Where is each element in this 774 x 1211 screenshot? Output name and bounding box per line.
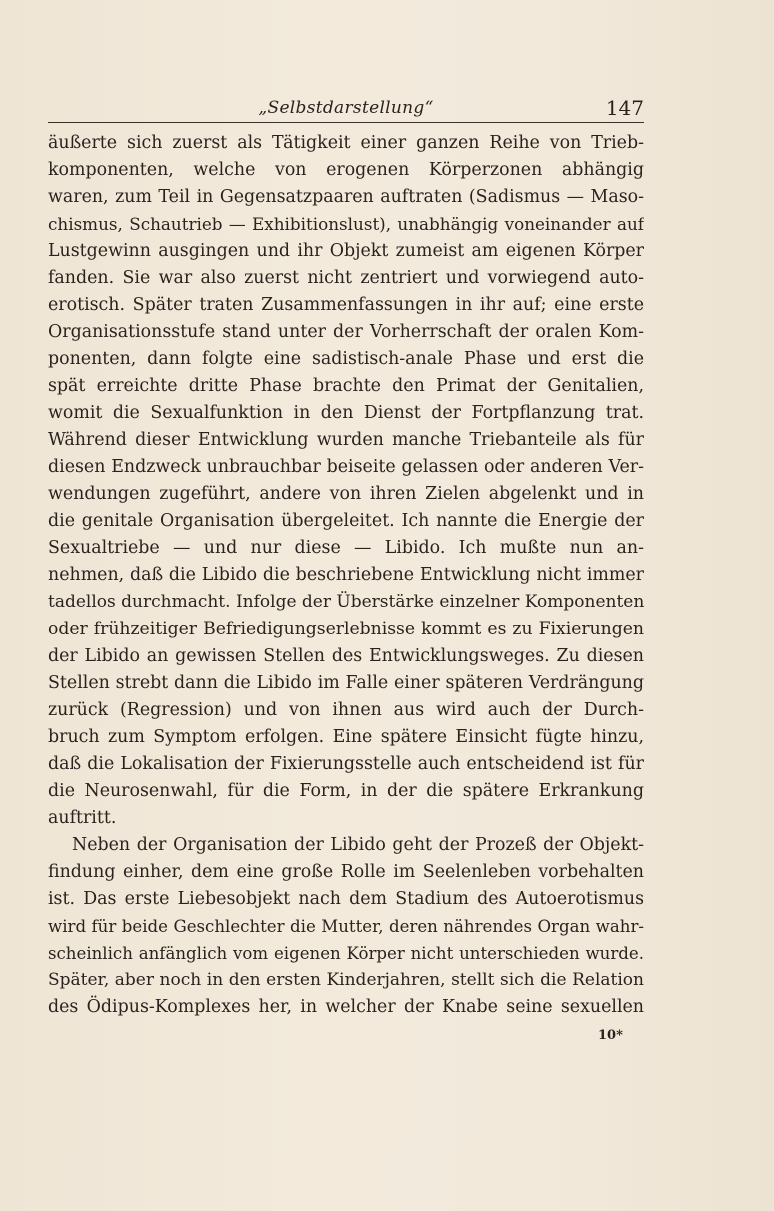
text-line: erotisch. Später traten Zusammenfassungen in ihr auf; eine erste <box>48 295 644 315</box>
text-line: womit die Sexualfunktion in den Dienst der Fortpflanzung trat. <box>48 403 644 423</box>
text-line: des Ödipus-Komplexes her, in welcher der Knabe seine sexuellen <box>48 997 644 1017</box>
text-line: daß die Lokalisation der Fixierungsstelle auch entscheidend ist für <box>48 754 644 774</box>
text-line: ist. Das erste Liebesobjekt nach dem Stadium des Autoerotismus <box>48 889 644 909</box>
text-line: ponenten, dann folgte eine sadistisch-anale Phase und erst die <box>48 349 644 369</box>
text-line: die genitale Organisation übergeleitet. Ich nannte die Energie der <box>48 511 644 531</box>
text-line: zurück (Regression) und von ihnen aus wird auch der Durch- <box>48 700 644 720</box>
text-line: wird für beide Geschlechter die Mutter, deren nährendes Organ wahr- <box>48 917 644 936</box>
signature-mark: 10* <box>598 1028 623 1043</box>
text-line: findung einher, dem eine große Rolle im Seelenleben vorbehalten <box>48 862 644 882</box>
text-line: waren, zum Teil in Gegensatzpaaren auftraten (Sadismus — Maso- <box>48 187 644 207</box>
text-line: Lustgewinn ausgingen und ihr Objekt zumeist am eigenen Körper <box>48 241 644 261</box>
text-line: auftritt. <box>48 808 117 828</box>
text-line: wendungen zugeführt, andere von ihren Zielen abgelenkt und in <box>48 484 644 504</box>
running-header <box>48 94 644 123</box>
running-title: „Selbstdarstellung“ <box>258 98 434 118</box>
text-line: äußerte sich zuerst als Tätigkeit einer ganzen Reihe von Trieb- <box>48 133 644 153</box>
text-line: scheinlich anfänglich vom eigenen Körper nicht unterschieden wurde. <box>48 944 644 963</box>
text-line: nehmen, daß die Libido die beschriebene Entwicklung nicht immer <box>48 565 644 585</box>
text-line: Später, aber noch in den ersten Kinderjahren, stellt sich die Relation <box>48 970 644 990</box>
text-line: chismus, Schautrieb — Exhibitionslust), unabhängig voneinander auf <box>48 214 644 234</box>
text-line: Organisationsstufe stand unter der Vorherrschaft der oralen Kom- <box>48 322 644 342</box>
text-line: die Neurosenwahl, für die Form, in der die spätere Erkrankung <box>48 781 644 801</box>
text-line: komponenten, welche von erogenen Körperzonen abhängig <box>48 160 644 180</box>
text-line: Sexualtriebe — und nur diese — Libido. Ich mußte nun an- <box>48 538 644 558</box>
text-line: bruch zum Symptom erfolgen. Eine spätere Einsicht fügte hinzu, <box>48 727 644 747</box>
text-line: Stellen strebt dann die Libido im Falle einer späteren Verdrängung <box>48 673 644 693</box>
text-line: Neben der Organisation der Libido geht der Prozeß der Objekt- <box>72 835 644 855</box>
paragraph-1 <box>48 130 644 832</box>
text-line: tadellos durchmacht. Infolge der Überstärke einzelner Komponenten <box>48 592 644 612</box>
text-line: Während dieser Entwicklung wurden manche Triebanteile als für <box>48 430 644 450</box>
text-line: der Libido an gewissen Stellen des Entwicklungsweges. Zu diesen <box>48 646 644 666</box>
text-line: fanden. Sie war also zuerst nicht zentriert und vorwiegend auto- <box>48 268 644 288</box>
page-number: 147 <box>605 96 644 120</box>
text-line: spät erreichte dritte Phase brachte den Primat der Genitalien, <box>48 376 644 396</box>
text-line: oder frühzeitiger Befriedigungserlebnisse kommt es zu Fixierungen <box>48 619 644 639</box>
text-line: diesen Endzweck unbrauchbar beiseite gelassen oder anderen Ver- <box>48 457 644 477</box>
paragraph-2 <box>48 832 644 1021</box>
body-text <box>48 130 644 1021</box>
